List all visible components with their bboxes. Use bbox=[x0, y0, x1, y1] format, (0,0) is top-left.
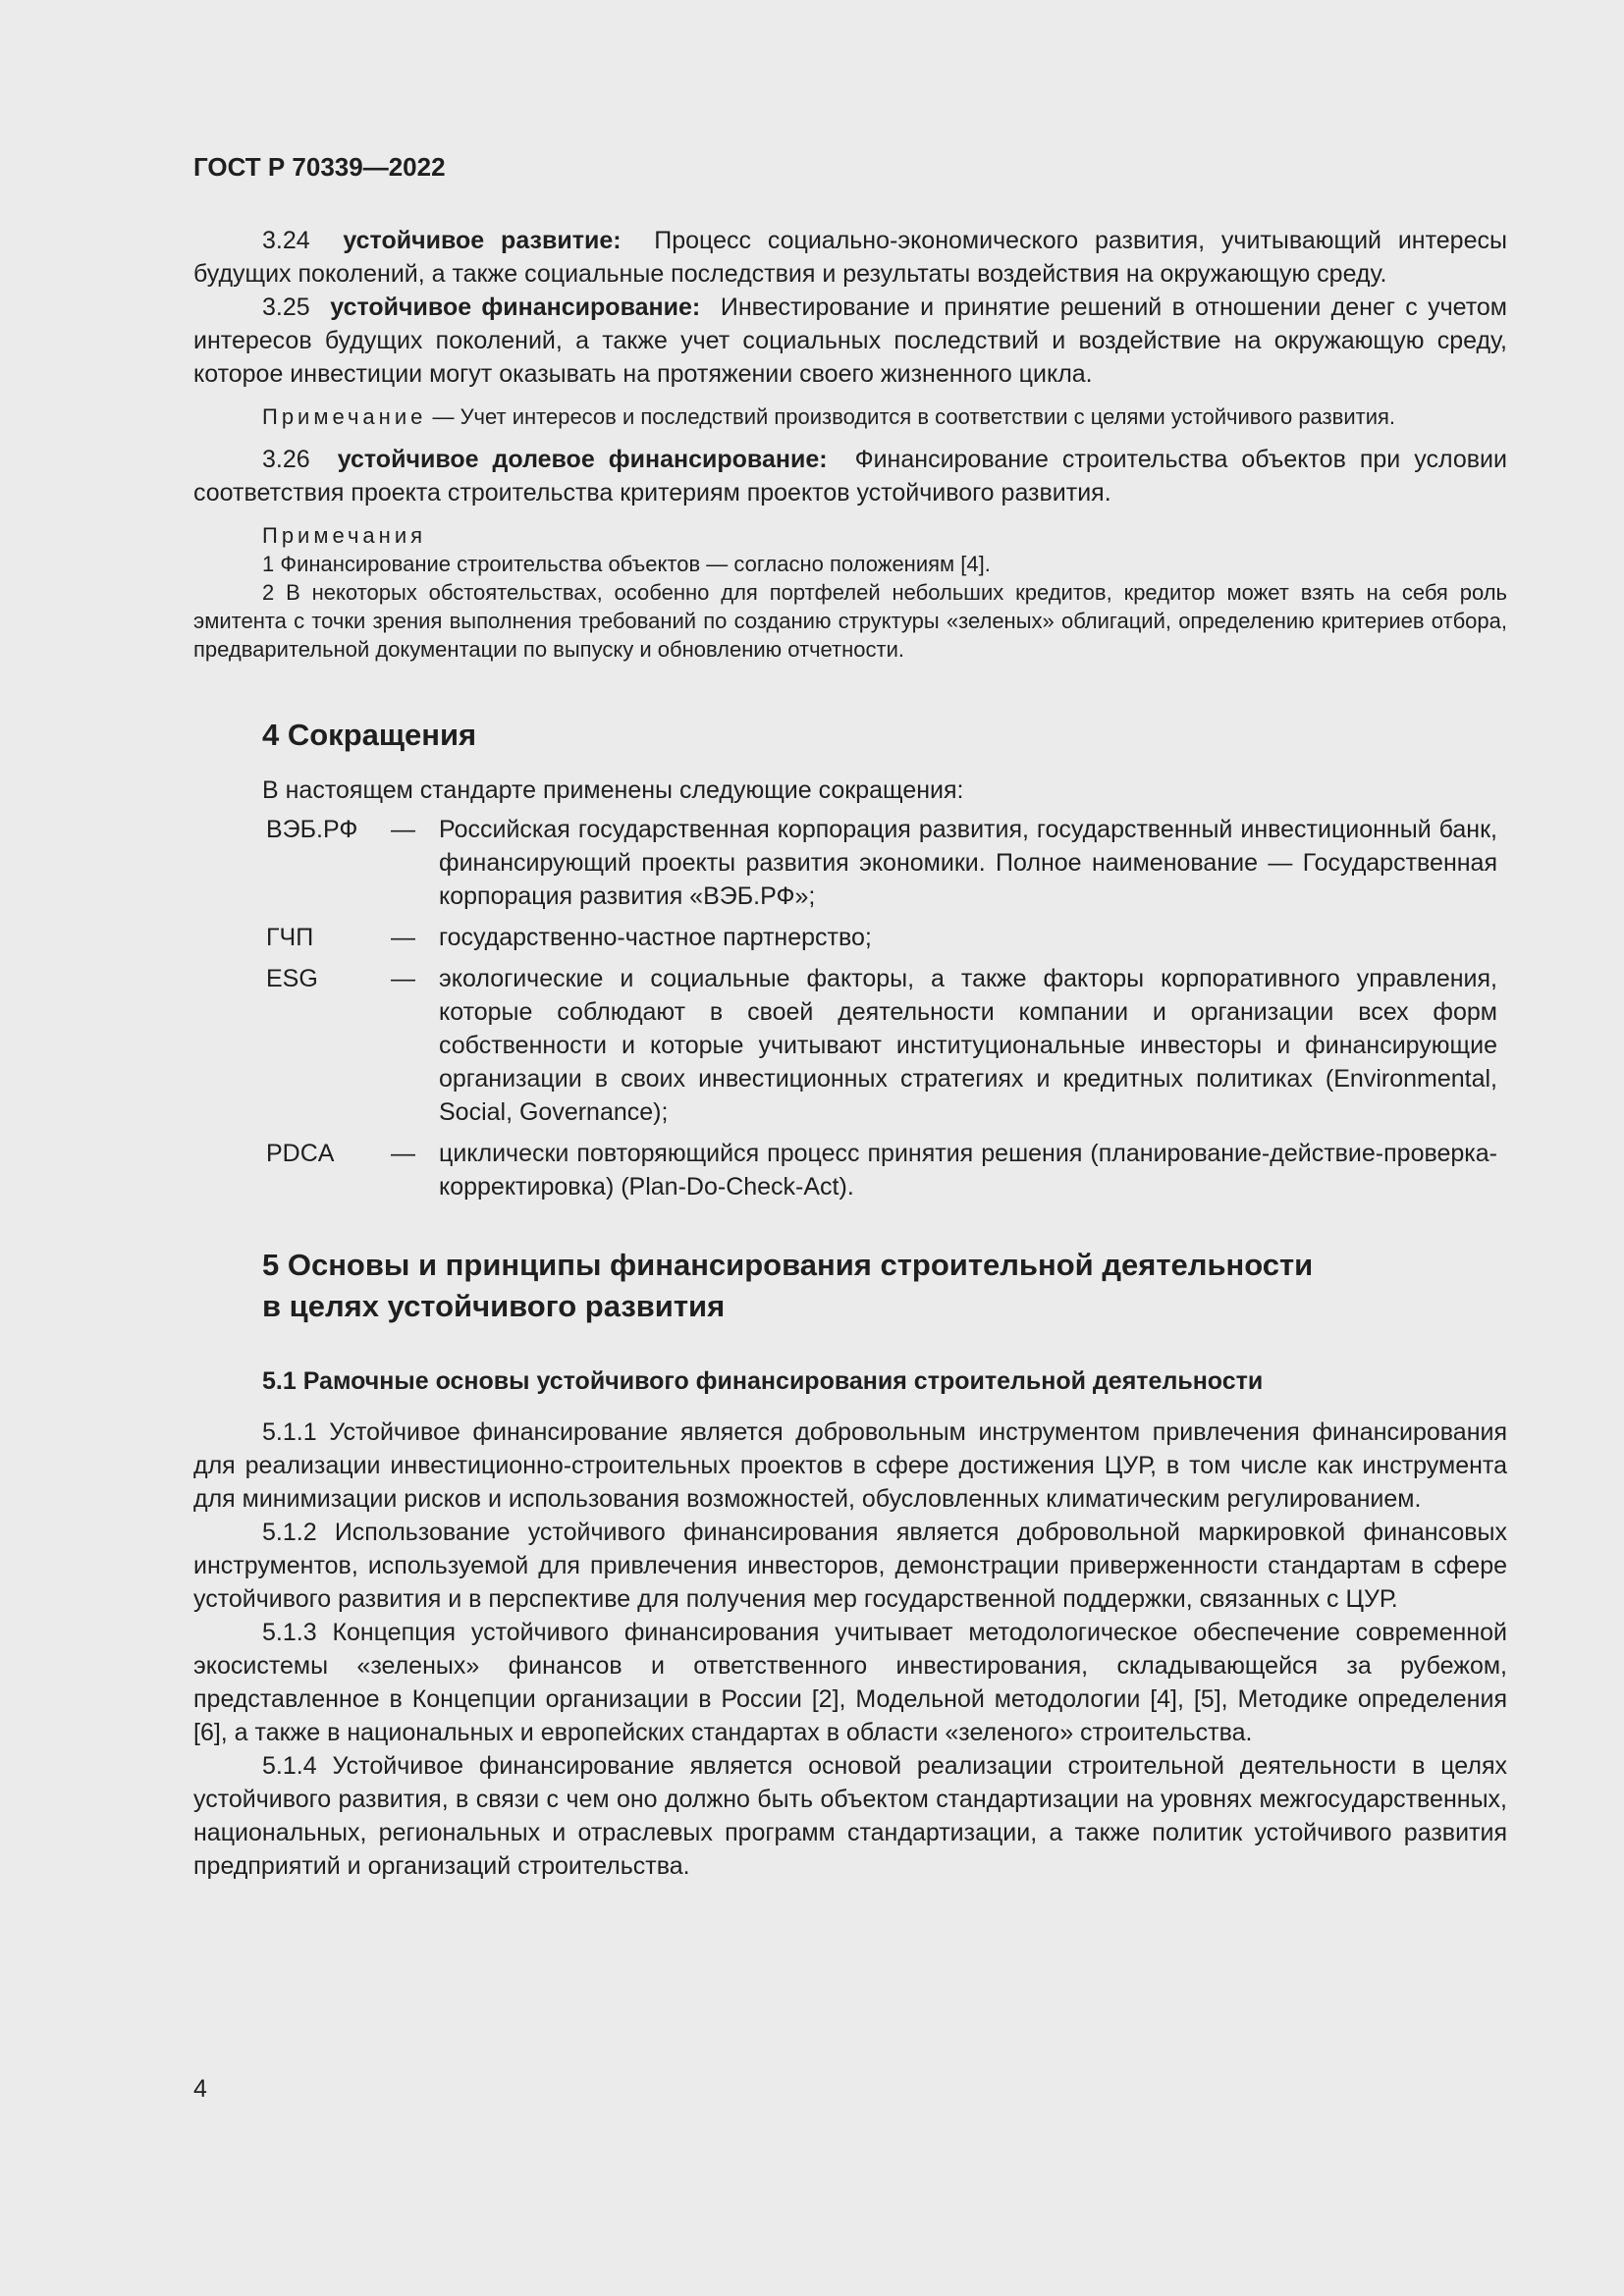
section-5-title bbox=[193, 1245, 1507, 1327]
term-definition: Процесс социально-экономического развития, учитывающий интересы будущих поколений, а также социальные последствия и результаты воздействия на окружающую среду. bbox=[193, 227, 1507, 288]
abbreviation-dash: — bbox=[391, 924, 415, 951]
abbreviation-definition: экологические и социальные факторы, а также факторы корпоративного управления, которые соблюдают в своей деятельности компании и организации всех форм собственности и которые учитывают институциональные инвесторы и финансирующие организации в своих инвестиционных стратегиях и кредитных политиках (Environmental, Social, Governance); bbox=[439, 965, 1497, 1126]
abbreviation-row bbox=[193, 813, 1507, 913]
document-page bbox=[193, 147, 1507, 1883]
term-3-24 bbox=[193, 224, 1507, 291]
term-name: устойчивое финансирование: bbox=[330, 294, 701, 321]
paragraph-5-1-3: 5.1.3 Концепция устойчивого финансирования учитывает методологическое обеспечение современной экосистемы «зеленых» финансов и ответственного инвестирования, складывающейся за рубежом, представленное в Концепции организации в России [2], Модельной методологии [4], [5], Методике определения [6], а также в национальных и европейских стандартах в области «зеленого» строительства. bbox=[193, 1619, 1507, 1746]
abbreviation-key: ГЧП bbox=[266, 924, 314, 951]
abbreviation-row bbox=[193, 1137, 1507, 1203]
notes-3-26-label bbox=[193, 521, 1507, 550]
term-3-26 bbox=[193, 443, 1507, 509]
paragraph-5-1-4: 5.1.4 Устойчивое финансирование является основой реализации строительной деятельности в целях устойчивого развития, в связи с чем оно должно быть объектом стандартизации на уровнях межгосударственных, национальных, региональных и отраслевых программ стандартизации, а также политик устойчивого развития предприятий и организаций строительства. bbox=[193, 1752, 1507, 1880]
term-3-25 bbox=[193, 291, 1507, 391]
section-4-title: 4 Сокращения bbox=[262, 718, 477, 752]
paragraph-5-1-2: 5.1.2 Использование устойчивого финансирования является добровольной маркировкой финансовых инструментов, используемой для привлечения инвесторов, демонстрации приверженности стандартам в сфере устойчивого развития и в перспективе для получения мер государственной поддержки, связанных с ЦУР. bbox=[193, 1519, 1507, 1613]
term-name: устойчивое долевое финансирование: bbox=[337, 446, 828, 473]
paragraph-5-1-1: 5.1.1 Устойчивое финансирование является добровольным инструментом привлечения финансирования для реализации инвестиционно-строительных проектов в сфере достижения ЦУР, в том числе как инструмента для минимизации рисков и использования возможностей, обусловленных климатическим регулированием. bbox=[193, 1418, 1507, 1513]
abbreviation-dash: — bbox=[391, 816, 415, 843]
abbreviation-key: PDCA bbox=[266, 1140, 335, 1167]
subsection-5-1-title: 5.1 Рамочные основы устойчивого финансирования строительной деятельности bbox=[262, 1367, 1264, 1395]
note-text: — Учет интересов и последствий производится в соответствии с целями устойчивого развития. bbox=[426, 404, 1396, 429]
term-definition: Инвестирование и принятие решений в отношении денег с учетом интересов будущих поколений, а также учет социальных последствий и воздействие на окружающую среду, которое инвестиции могут оказывать на протяжении своего жизненного цикла. bbox=[193, 294, 1507, 388]
section-5-title-line-2: в целях устойчивого развития bbox=[262, 1289, 726, 1323]
section-4-intro: В настоящем стандарте применены следующие сокращения: bbox=[262, 776, 964, 804]
page-number: 4 bbox=[193, 2075, 207, 2103]
document-code: ГОСТ Р 70339—2022 bbox=[193, 152, 446, 182]
note-item-1: 1 Финансирование строительства объектов — согласно положениям [4]. bbox=[262, 552, 991, 576]
abbreviation-key: ВЭБ.РФ bbox=[266, 816, 358, 843]
term-number: 3.25 bbox=[262, 294, 310, 321]
note-label: Примечание bbox=[262, 404, 427, 429]
term-name: устойчивое развитие: bbox=[343, 227, 622, 254]
section-5-title-line-1: 5 Основы и принципы финансирования строительной деятельности bbox=[262, 1248, 1314, 1282]
abbreviation-row bbox=[193, 921, 1507, 954]
abbreviation-definition: Российская государственная корпорация развития, государственный инвестиционный банк, финансирующий проекты развития экономики. Полное наименование — Государственная корпорация развития «ВЭБ.РФ»; bbox=[439, 816, 1497, 910]
abbreviation-definition: циклически повторяющийся процесс принятия решения (планирование-действие-проверка-корректировка) (Plan-Do-Check-Act). bbox=[439, 1140, 1497, 1201]
abbreviation-dash: — bbox=[391, 1140, 415, 1167]
term-number: 3.26 bbox=[262, 446, 310, 473]
note-3-25 bbox=[193, 402, 1507, 431]
abbreviation-row bbox=[193, 962, 1507, 1129]
abbreviation-dash: — bbox=[391, 965, 415, 992]
note-item-2: 2 В некоторых обстоятельствах, особенно для портфелей небольших кредитов, кредитор может взять на себя роль эмитента с точки зрения выполнения требований по созданию структуры «зеленых» облигаций, определению критериев отбора, предварительной документации по выпуску и обновлению отчетности. bbox=[193, 580, 1507, 662]
term-number: 3.24 bbox=[262, 227, 310, 254]
abbreviation-key: ESG bbox=[266, 965, 318, 992]
term-definition: Финансирование строительства объектов при условии соответствия проекта строительства критериям проектов устойчивого развития. bbox=[193, 446, 1507, 507]
abbreviation-definition: государственно-частное партнерство; bbox=[439, 924, 872, 951]
notes-label: Примечания bbox=[262, 523, 427, 548]
